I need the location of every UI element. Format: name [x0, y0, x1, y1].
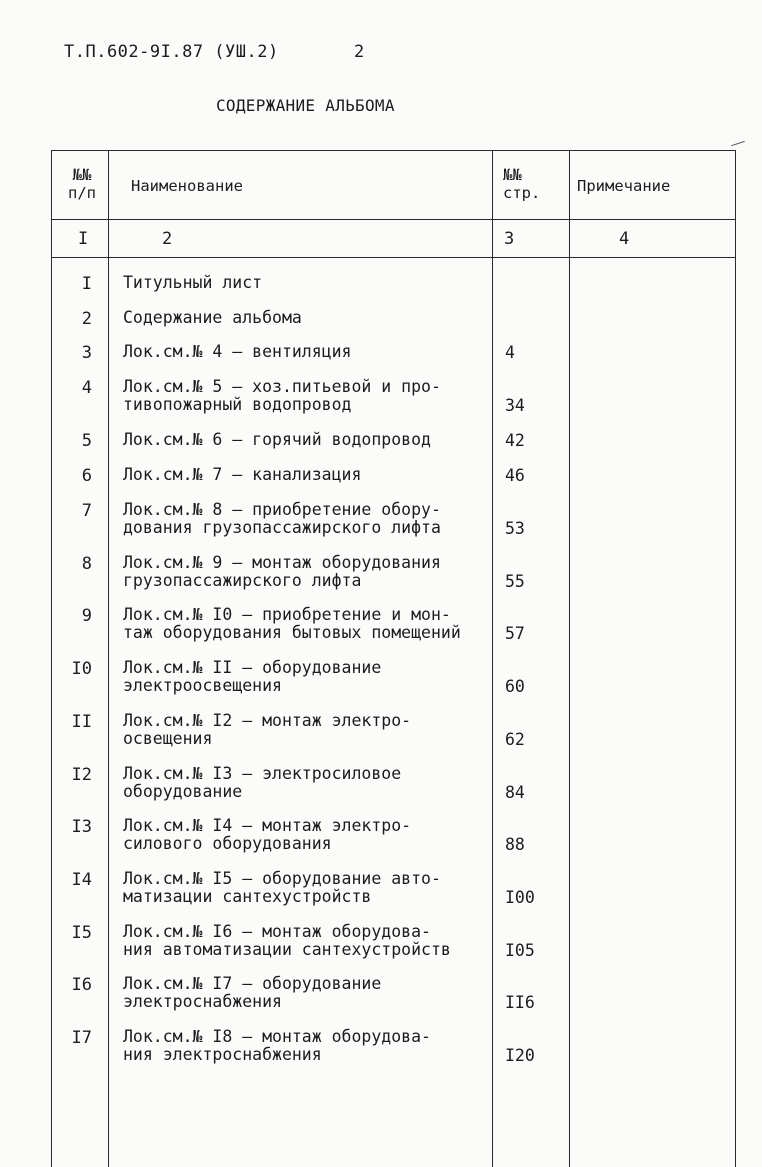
table-divider-name: [492, 150, 493, 1167]
row-number: 5: [81, 431, 92, 451]
row-number: 4: [81, 378, 92, 398]
row-name: Лок.см.№ I8 – монтаж оборудова- ния электроснабжения: [123, 1027, 431, 1064]
row-name: Содержание альбома: [123, 308, 302, 327]
table-border-right: [735, 150, 736, 1167]
row-number: I7: [71, 1028, 92, 1048]
row-page: 84: [505, 783, 525, 802]
row-number: 9: [81, 606, 92, 626]
row-name: Лок.см.№ I4 – монтаж электро- силового оборудования: [123, 816, 412, 853]
row-page: 34: [505, 396, 525, 415]
row-name: Титульный лист: [123, 273, 263, 292]
row-page: 88: [505, 835, 525, 854]
table-border-left: [51, 150, 52, 1167]
row-page: I20: [505, 1046, 535, 1065]
table-colnum-bottom: [51, 257, 736, 258]
row-name: Лок.см.№ I6 – монтаж оборудова- ния автоматизации сантехустройств: [123, 922, 451, 959]
page-title: СОДЕРЖАНИЕ АЛЬБОМА: [216, 96, 395, 115]
row-number: 2: [81, 309, 92, 329]
row-name: Лок.см.№ I0 – приобретение и мон- таж оборудования бытовых помещений: [123, 605, 461, 642]
row-name: Лок.см.№ I3 – электросиловое оборудование: [123, 764, 402, 801]
row-page: 46: [505, 466, 525, 485]
row-page: I05: [505, 941, 535, 960]
table-divider-page: [569, 150, 570, 1167]
row-number: I2: [71, 765, 92, 785]
header-note: Примечание: [577, 177, 671, 195]
row-page: II6: [505, 993, 535, 1012]
row-number: I0: [71, 659, 92, 679]
row-name: Лок.см.№ 5 – хоз.питьевой и про- тивопожарный водопровод: [123, 377, 441, 414]
colnum-4: 4: [619, 229, 630, 249]
row-name: Лок.см.№ 8 – приобретение обору- дования грузопассажирского лифта: [123, 500, 441, 537]
row-name: Лок.см.№ I5 – оборудование авто- матизации сантехустройств: [123, 869, 441, 906]
row-name: Лок.см.№ 7 – канализация: [123, 465, 362, 484]
row-name: Лок.см.№ 4 – вентиляция: [123, 342, 352, 361]
table-divider-num: [108, 150, 109, 1167]
table-header-bottom: [51, 219, 736, 220]
row-number: 3: [81, 343, 92, 363]
row-name: Лок.см.№ II – оборудование электроосвещения: [123, 658, 382, 695]
table-border-top: [51, 150, 736, 151]
colnum-1: I: [78, 229, 89, 249]
row-number: I6: [71, 975, 92, 995]
row-number: I5: [71, 923, 92, 943]
row-number: I3: [71, 817, 92, 837]
row-page: I00: [505, 888, 535, 907]
row-number: II: [71, 712, 92, 732]
page-number: 2: [354, 42, 365, 62]
row-number: I4: [71, 870, 92, 890]
row-number: 6: [81, 466, 92, 486]
header-num: №№ п/п: [68, 166, 96, 202]
row-page: 57: [505, 624, 525, 643]
colnum-3: 3: [504, 229, 515, 249]
row-name: Лок.см.№ I2 – монтаж электро- освещения: [123, 711, 412, 748]
row-page: 4: [505, 343, 515, 362]
header-name: Наименование: [131, 177, 243, 195]
row-name: Лок.см.№ I7 – оборудование электроснабжения: [123, 974, 382, 1011]
row-page: 55: [505, 572, 525, 591]
row-name: Лок.см.№ 9 – монтаж оборудования грузопассажирского лифта: [123, 553, 441, 590]
corner-mark: [731, 141, 745, 146]
row-page: 62: [505, 730, 525, 749]
row-page: 53: [505, 519, 525, 538]
row-number: 7: [81, 501, 92, 521]
row-page: 60: [505, 677, 525, 696]
row-number: I: [81, 274, 92, 294]
header-page: №№ стр.: [503, 166, 541, 202]
row-page: 42: [505, 431, 525, 450]
document-code: Т.П.602-9I.87 (УШ.2): [64, 42, 279, 62]
row-name: Лок.см.№ 6 – горячий водопровод: [123, 430, 431, 449]
colnum-2: 2: [162, 229, 173, 249]
row-number: 8: [81, 554, 92, 574]
